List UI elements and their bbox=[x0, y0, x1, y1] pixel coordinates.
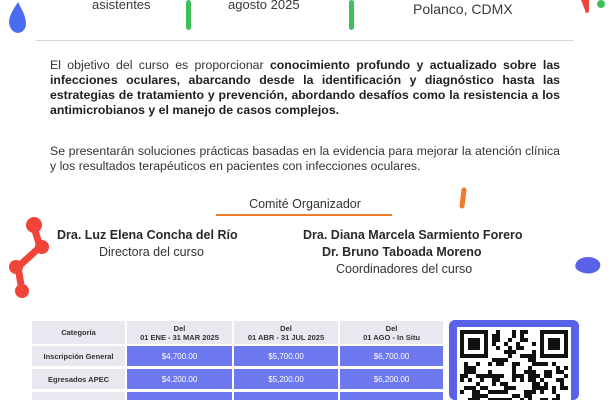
objective-paragraph bbox=[50, 58, 560, 118]
period-3-line1: Del bbox=[385, 323, 398, 333]
qr-code-icon[interactable] bbox=[460, 330, 568, 400]
period-1-line2: 01 ENE - 31 MAR 2025 bbox=[140, 332, 219, 342]
price-apec-1: $4,200.00 bbox=[127, 369, 232, 389]
red-green-decoration bbox=[575, 0, 610, 20]
divider-right bbox=[349, 0, 354, 30]
committee-underline bbox=[216, 214, 392, 216]
coordinator-name-1: Dra. Diana Marcela Sarmiento Forero bbox=[303, 228, 523, 242]
price-apec-3: $6,200.00 bbox=[340, 369, 443, 389]
header-period-1 bbox=[127, 321, 232, 344]
row-label-general: Inscripción General bbox=[32, 346, 125, 366]
price-partial-1 bbox=[127, 392, 232, 400]
period-2-line1: Del bbox=[280, 323, 292, 333]
committee-title: Comité Organizador bbox=[249, 197, 361, 211]
period-3-line2: 01 AGO - In Situ bbox=[363, 332, 420, 342]
header-category: Categoría bbox=[32, 321, 125, 344]
date-label: agosto 2025 bbox=[228, 0, 300, 12]
price-general-3: $6,700.00 bbox=[340, 346, 443, 366]
price-general-1: $4,700.00 bbox=[127, 346, 232, 366]
price-apec-2: $5,200.00 bbox=[234, 369, 338, 389]
blue-blob-decoration bbox=[572, 255, 604, 277]
header-period-2 bbox=[234, 321, 338, 344]
header-rule bbox=[36, 40, 574, 41]
objective-bold-text: conocimiento profundo y actualizado sobre las infecciones oculares, abarcando desde la identificación y diagnóstico hasta las estrategias de tratamiento y prevención, abordando desafíos como la resistencia a los antimicrobianos y el manejo de casos complejos. bbox=[50, 58, 560, 117]
row-label-partial bbox=[32, 392, 125, 400]
objective-text: El objetivo del curso es proporcionar bbox=[50, 58, 270, 72]
location-label: Polanco, CDMX bbox=[413, 1, 513, 17]
header-period-3 bbox=[340, 321, 443, 344]
blue-drop-decoration bbox=[0, 0, 40, 40]
solutions-paragraph: Se presentarán soluciones prácticas basadas en la evidencia para mejorar la atención clínica y los resultados terapéuticos en pacientes con infecciones oculares. bbox=[50, 144, 560, 173]
molecule-decoration bbox=[0, 205, 60, 300]
coordinator-role: Coordinadores del curso bbox=[336, 262, 473, 276]
price-general-2: $5,700.00 bbox=[234, 346, 338, 366]
attendees-label: asistentes bbox=[92, 0, 151, 12]
period-2-line2: 01 ABR - 31 JUL 2025 bbox=[247, 332, 325, 342]
period-1-line1: Del bbox=[173, 323, 186, 333]
director-name: Dra. Luz Elena Concha del Río bbox=[57, 228, 238, 242]
divider-left bbox=[186, 0, 191, 30]
director-role: Directora del curso bbox=[99, 245, 204, 259]
price-partial-3 bbox=[340, 392, 443, 400]
row-label-apec: Egresados APEC bbox=[32, 369, 125, 389]
price-partial-2 bbox=[234, 392, 338, 400]
coordinator-name-2: Dr. Bruno Taboada Moreno bbox=[322, 245, 482, 259]
